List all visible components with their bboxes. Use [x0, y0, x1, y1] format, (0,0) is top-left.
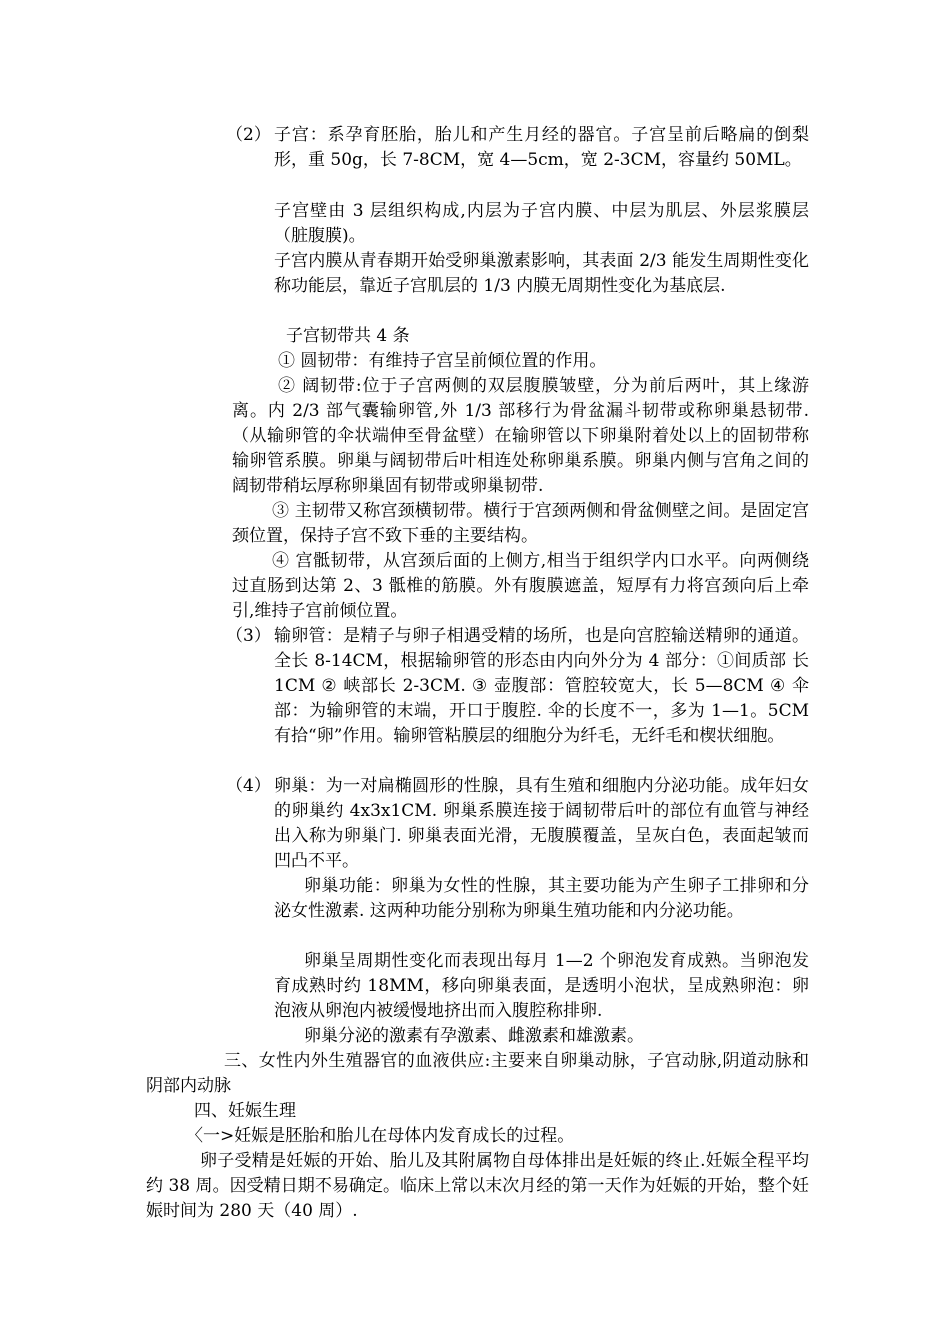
- item-number: （2）: [226, 125, 271, 145]
- paragraph-ovary-cycle: 卵巢呈周期性变化而表现出每月 1—2 个卵泡发育成熟。当卵泡发育成熟时约 18MM，移向卵巢表面，是透明小泡状，呈成熟卵泡：卵泡液从卵泡内被缓慢地挤出而入腹腔称排卵.: [274, 951, 809, 1021]
- section-3-heading: 三、女性内外生殖器官的血液供应:主要来自卵巢动脉，子宫动脉,阴道动脉和阴部内动脉: [146, 1051, 809, 1096]
- paragraph-ligament-broad: ② 阔韧带:位于子宫两侧的双层腹膜皱壁，分为前后两叶，其上缘游离。内 2/3 部气囊输卵管,外 1/3 部移行为骨盆漏斗韧带或称卵巢悬韧带.（从输卵管的伞状端伸至骨盆壁）在输卵管以下卵巢附着处以上的固韧带称输卵管系膜。卵巢与阔韧带后叶相连处称卵巢系膜。卵巢内侧与宫角之间的阔韧带稍坛厚称卵巢固有韧带或卵巢韧带.: [232, 376, 809, 496]
- paragraph-uterus-wall: 子宫壁由 3 层组织构成,内层为子宫内膜、中层为肌层、外层浆膜层（脏腹膜)。: [274, 201, 809, 246]
- item-text: 输卵管：是精子与卵子相遇受精的场所，也是向宫腔输送精卵的通道。全长 8-14CM，根据输卵管的形态由内向外分为 4 部分：①间质部 长 1CM ② 峡部长 2-3CM. ③ 壶腹部：管腔较宽大，长 5—8CM ④ 伞部：为输卵管的末端，开口于腹腔. 伞的长度不一，多为 1—1。5CM 有拾“卵”作用。输卵管粘膜层的细胞分为纤毛，无纤毛和楔状细胞。: [274, 626, 809, 746]
- paragraph-ovary-hormones: 卵巢分泌的激素有孕激素、雌激素和雄激素。: [304, 1026, 644, 1046]
- paragraph-ligament-round: ① 圆韧带：有维持子宫呈前倾位置的作用。: [278, 351, 607, 371]
- paragraph-ovary-function: 卵巢功能：卵巢为女性的性腺，其主要功能为产生卵子工排卵和分泌女性激素. 这两种功能分别称为卵巢生殖功能和内分泌功能。: [274, 876, 809, 921]
- item-number: （3）: [226, 626, 271, 646]
- paragraph-ligament-title: 子宫韧带共 4 条: [286, 326, 410, 346]
- item-text: 卵巢：为一对扁椭圆形的性腺，具有生殖和细胞内分泌功能。成年妇女的卵巢约 4x3x1CM. 卵巢系膜连接于阔韧带后叶的部位有血管与神经出入称为卵巢门. 卵巢表面光滑，无腹膜覆盖，呈灰白色，表面起皱而凹凸不平。: [274, 776, 809, 871]
- paragraph-ligament-uterosacral: ④ 宫骶韧带，从宫颈后面的上侧方,相当于组织学内口水平。向两侧绕过直肠到达第 2、3 骶椎的筋膜。外有腹膜遮盖，短厚有力将宫颈向后上牵引,维持子宫前倾位置。: [232, 551, 809, 621]
- paragraph-ligament-cardinal: ③ 主韧带又称宫颈横韧带。横行于宫颈两侧和骨盆侧壁之间。是固定宫颈位置，保持子宫不致下垂的主要结构。: [232, 501, 809, 546]
- paragraph-endometrium: 子宫内膜从青春期开始受卵巢激素影响，其表面 2/3 能发生周期性变化称功能层，靠近子宫肌层的 1/3 内膜无周期性变化为基底层.: [274, 251, 809, 296]
- item-number: （4）: [226, 776, 271, 796]
- item-text: 子宫：系孕育胚胎，胎儿和产生月经的器官。子宫呈前后略扁的倒梨形，重 50g，长 7-8CM，宽 4—5cm，宽 2-3CM，容量约 50ML。: [274, 125, 809, 170]
- paragraph-pregnancy-definition: 〈一>妊娠是胚胎和胎儿在母体内发育成长的过程。: [186, 1126, 575, 1146]
- paragraph-pregnancy-duration: 卵子受精是妊娠的开始、胎儿及其附属物自母体排出是妊娠的终止.妊娠全程平均约 38 周。因受精日期不易确定。临床上常以末次月经的第一天作为妊娠的开始，整个妊娠时间为 280 天（40 周）.: [146, 1151, 809, 1221]
- section-4-heading: 四、妊娠生理: [194, 1101, 296, 1121]
